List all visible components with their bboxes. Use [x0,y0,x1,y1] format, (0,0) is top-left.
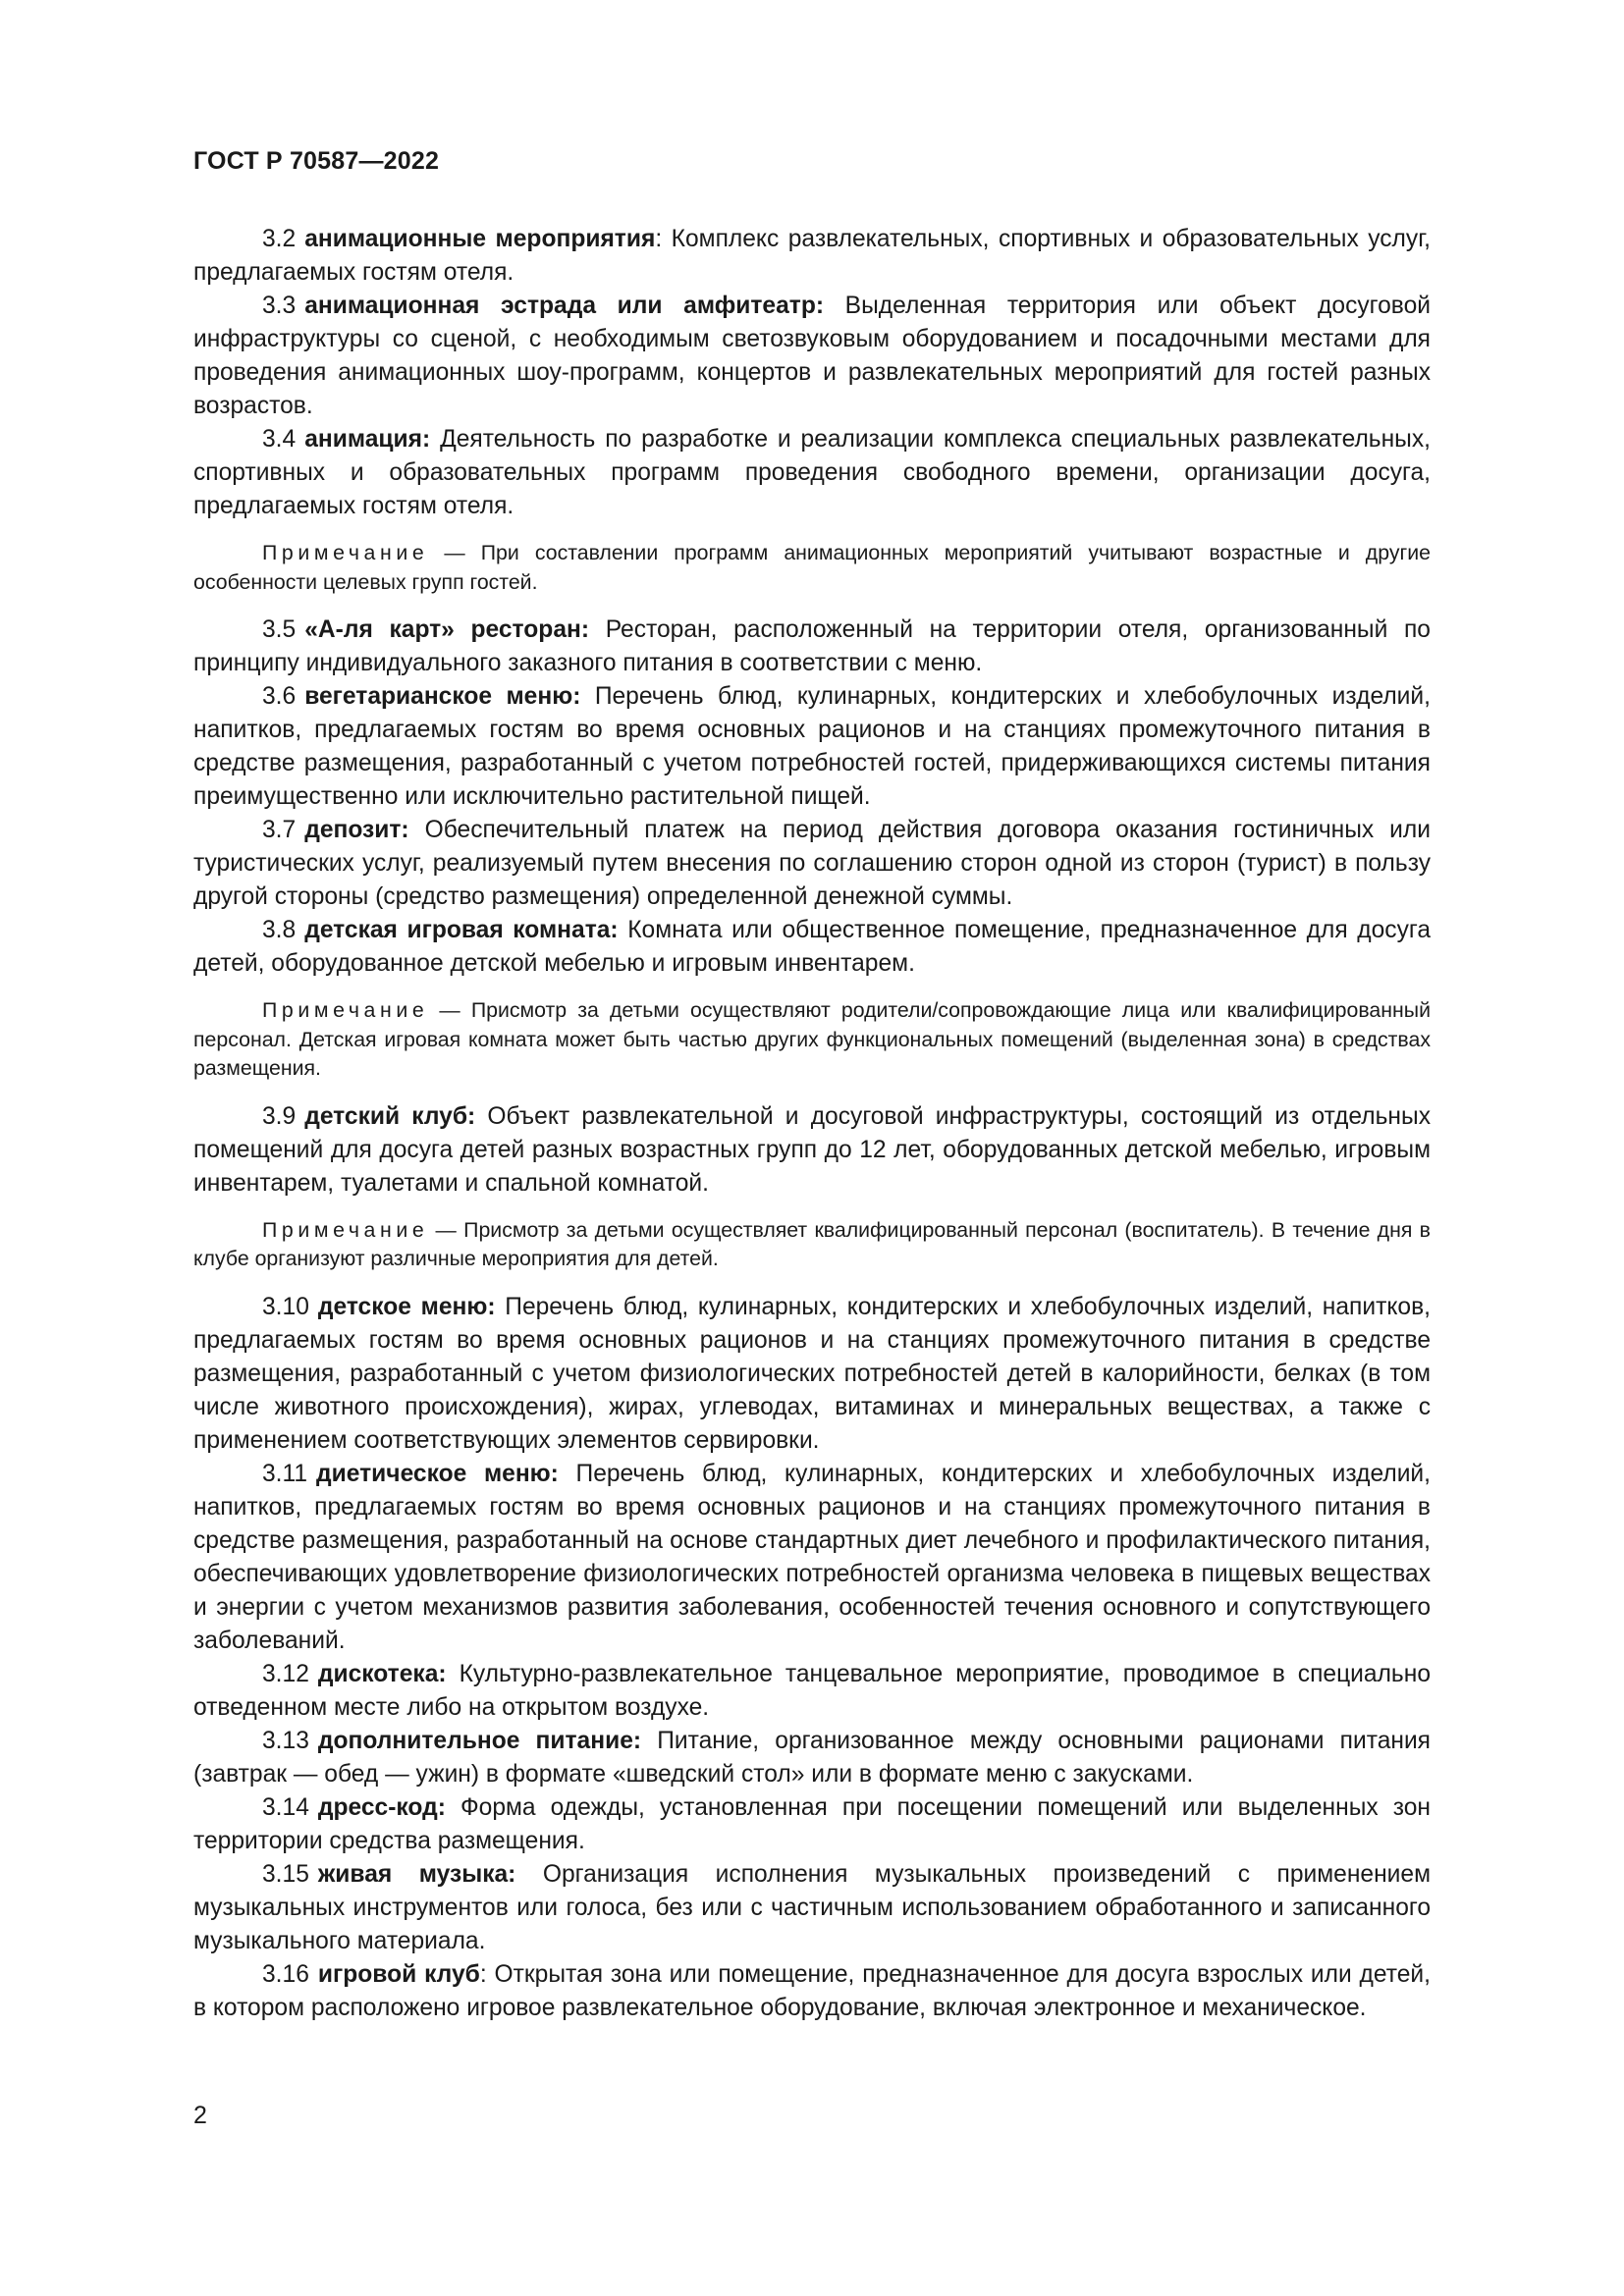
term-text: Перечень блюд, кулинарных, кондитерских и хлебобулочных изделий, напитков, предлагаемых гостям во время основных рационов и на станциях промежуточного питания в средстве размещения, разработанный с учетом потребностей гостей, придерживающихся системы питания преимущественно или исключительно растительной пищей. [193,683,1431,810]
term-text: Перечень блюд, кулинарных, кондитерских и хлебобулочных изделий, напитков, предлагаемых гостям во время основных рационов и на станциях промежуточного питания в средстве размещения, разработанный на основе стандартных диет лечебного и профилактического питания, обеспечивающих удовлетворение физиологических потребностей организма человека в пищевых веществах и энергии с учетом механизмов развития заболевания, особенностей течения основного и сопутствующего заболеваний. [193,1460,1432,1654]
term-name: анимационная эстрада или амфитеатр: [304,293,825,319]
note-dash: — [428,998,471,1022]
term-definition-3-13 [193,1725,1431,1791]
term-name: диетическое меню: [316,1460,559,1487]
term-text: Культурно-развлекательное танцевальное мероприятие, проводимое в специально отведенном месте либо на открытом воздухе. [193,1660,1431,1721]
term-text: Ресторан, расположенный на территории отеля, организованный по принципу индивидуального заказного питания в соответствии с меню. [193,616,1431,676]
note-label: Примечание [262,998,429,1022]
note-paragraph [193,539,1431,597]
note-text: При составлении программ анимационных мероприятий учитывают возрастные и другие особенности целевых групп гостей. [193,541,1431,594]
term-definition-3-6 [193,680,1431,814]
term-text: Комната или общественное помещение, предназначенное для досуга детей, оборудованное детской мебелью и игровым инвентарем. [193,917,1432,977]
term-text: Организация исполнения музыкальных произведений с применением музыкальных инструментов или голоса, без или с частичным использованием обработанного и записанного музыкального материала. [193,1860,1431,1954]
term-number: 3.9 [262,1102,297,1130]
term-name: детский клуб: [304,1102,476,1130]
term-definition-3-3 [193,290,1431,423]
term-name: вегетарианское меню: [304,683,581,710]
term-number: 3.5 [262,616,297,643]
term-number: 3.3 [262,293,297,319]
term-name: анимационные мероприятия [304,226,656,252]
term-number: 3.13 [262,1727,309,1754]
term-number: 3.15 [262,1860,309,1888]
term-definition-3-16 [193,1958,1431,2025]
note-dash: — [428,541,481,564]
term-definition-3-5 [193,614,1431,680]
note-paragraph [193,1216,1431,1274]
term-text: Форма одежды, установленная при посещении помещений или выделенных зон территории средства размещения. [193,1793,1431,1854]
term-definition-3-4 [193,423,1431,523]
term-text: : Комплекс развлекательных, спортивных и образовательных услуг, предлагаемых гостям отеля. [193,226,1431,286]
term-definition-3-8 [193,914,1431,981]
term-name: «А-ля карт» ресторан: [304,616,590,643]
term-number: 3.16 [262,1960,309,1988]
term-number: 3.6 [262,683,297,710]
term-text: Выделенная территория или объект досуговой инфраструктуры со сценой, с необходимым светозвуковым оборудованием и посадочными местами для проведения анимационных шоу-программ, концертов и развлекательных мероприятий для гостей разных возрастов. [193,293,1431,419]
page-number: 2 [193,2102,207,2129]
term-text: Перечень блюд, кулинарных, кондитерских и хлебобулочных изделий, напитков, предлагаемых гостям во время основных рационов и на станциях промежуточного питания в средстве размещения, разработанный с учетом физиологических потребностей детей в калорийности, белках (в том числе животного происхождения), жирах, углеводах, витаминах и минеральных веществах, а также с применением соответствующих элементов сервировки. [193,1293,1431,1454]
term-number: 3.7 [262,817,297,843]
term-name: дискотека: [317,1660,447,1687]
note-text: Присмотр за детьми осуществляют родители/сопровождающие лица или квалифицированный персонал. Детская игровая комната может быть частью других функциональных помещений (выделенная зона) в средствах размещения. [193,998,1431,1080]
term-name: детская игровая комната: [304,917,619,943]
term-text: Объект развлекательной и досуговой инфраструктуры, состоящий из отдельных помещений для досуга детей разных возрастных групп до 12 лет, оборудованных детской мебелью, игровым инвентарем, туалетами и спальной комнатой. [193,1102,1431,1197]
term-number: 3.8 [262,917,297,943]
term-definition-3-10 [193,1291,1431,1458]
term-number: 3.4 [262,426,297,453]
term-text: Деятельность по разработке и реализации комплекса специальных развлекательных, спортивных и образовательных программ проведения свободного времени, организации досуга, предлагаемых гостям отеля. [193,426,1431,519]
note-label: Примечание [262,1217,429,1242]
term-number: 3.10 [262,1293,309,1320]
term-name: игровой клуб [317,1960,480,1988]
term-text: Обеспечительный платеж на период действия договора оказания гостиничных или туристических услуг, реализуемый путем внесения по соглашению сторон одной из сторон (турист) в пользу другой стороны (средство размещения) определенной денежной суммы. [193,817,1431,910]
term-definition-3-14 [193,1791,1431,1858]
term-name: депозит: [304,817,409,843]
term-name: живая музыка: [317,1860,516,1888]
term-definition-3-7 [193,814,1431,914]
term-number: 3.11 [262,1460,308,1487]
term-text: Питание, организованное между основными рационами питания (завтрак — обед — ужин) в формате «шведский стол» или в формате меню с закусками. [193,1727,1432,1788]
standard-code-header: ГОСТ Р 70587—2022 [193,147,440,175]
term-number: 3.14 [262,1793,309,1821]
term-definition-3-15 [193,1858,1431,1958]
term-name: дополнительное питание: [317,1727,642,1754]
term-name: анимация: [304,426,431,453]
term-definition-3-12 [193,1658,1431,1725]
terms-section [193,223,1431,2025]
note-paragraph [193,996,1431,1084]
term-definition-3-2 [193,223,1431,290]
term-number: 3.2 [262,226,297,252]
term-text: : Открытая зона или помещение, предназначенное для досуга взрослых или детей, в котором расположено игровое развлекательное оборудование, включая электронное и механическое. [193,1960,1431,2021]
term-number: 3.12 [262,1660,309,1687]
term-name: дресс-код: [317,1793,446,1821]
term-name: детское меню: [317,1293,496,1320]
note-dash: — [428,1217,464,1242]
note-label: Примечание [262,541,429,564]
term-definition-3-9 [193,1100,1431,1201]
note-text: Присмотр за детьми осуществляет квалифицированный персонал (воспитатель). В течение дня в клубе организуют различные мероприятия для детей. [193,1217,1431,1270]
term-definition-3-11 [193,1458,1431,1658]
